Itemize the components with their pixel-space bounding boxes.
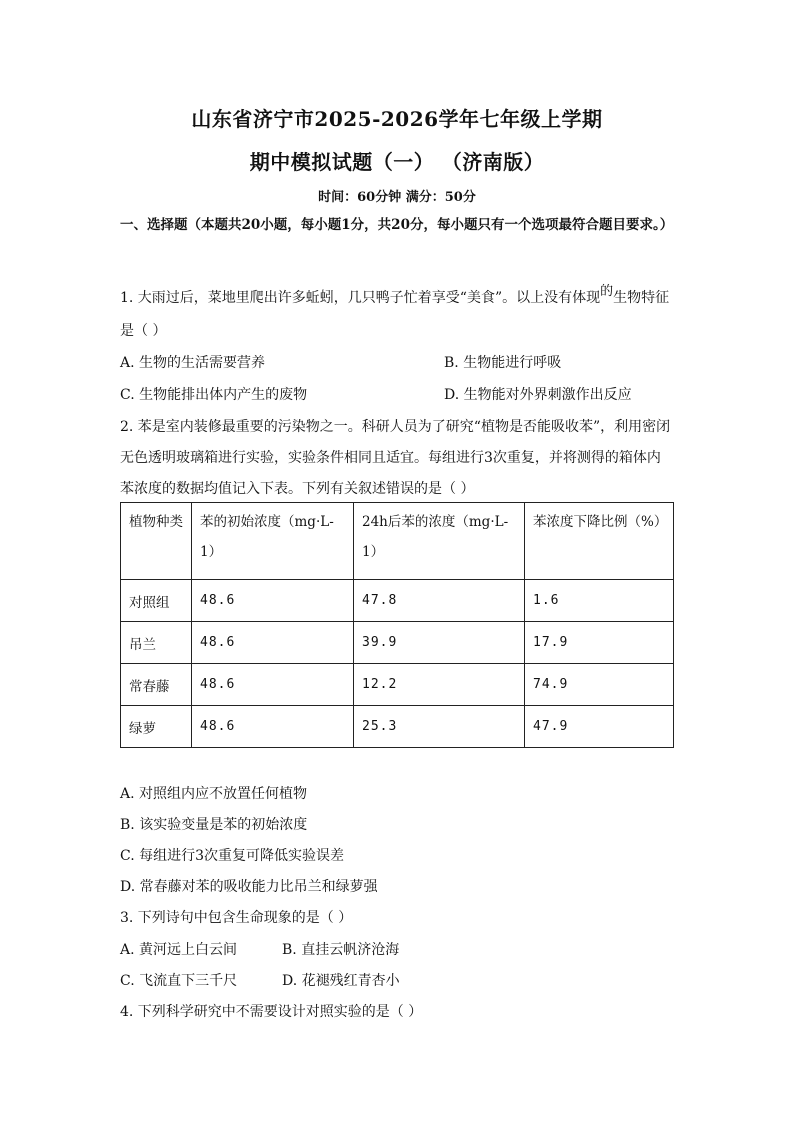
table-cell: 对照组	[121, 580, 192, 622]
q1-stem-text: 1. 大雨过后，菜地里爬出许多蚯蚓，几只鸭子忙着享受“美食”。以上没有体现	[120, 290, 601, 306]
table-header-cell: 24h后苯的浓度（mg·L-1）	[354, 503, 525, 580]
table-cell: 74.9	[525, 664, 674, 706]
table-header-cell: 苯的初始浓度（mg·L-1）	[192, 503, 354, 580]
q1-stem-line2: 是（ ）	[120, 323, 167, 339]
q1-stem-line1	[120, 284, 670, 307]
q2-stem-line1: 2. 苯是室内装修最重要的污染物之一。科研人员为了研究“植物是否能吸收苯”，利用密闭	[120, 419, 671, 435]
table-cell: 48.6	[192, 706, 354, 748]
table-cell: 48.6	[192, 664, 354, 706]
q3-option-d: D. 花褪残红青杏小	[282, 973, 400, 989]
table-cell: 25.3	[354, 706, 525, 748]
table-cell: 47.8	[354, 580, 525, 622]
benzene-data-table	[120, 502, 674, 748]
table-row	[121, 706, 674, 748]
q1-option-a: A. 生物的生活需要营养	[120, 355, 266, 371]
q3-option-b: B. 直挂云帆济沧海	[282, 942, 400, 958]
table-cell: 39.9	[354, 622, 525, 664]
q2-option-d: D. 常春藤对苯的吸收能力比吊兰和绿萝强	[120, 879, 378, 895]
table-row	[121, 580, 674, 622]
table-cell: 1.6	[525, 580, 674, 622]
q2-option-a: A. 对照组内应不放置任何植物	[120, 786, 308, 802]
exam-title: 山东省济宁市2025-2026学年七年级上学期	[191, 107, 603, 131]
table-header-cell: 苯浓度下降比例（%）	[525, 503, 674, 580]
q4-stem: 4. 下列科学研究中不需要设计对照实验的是（ ）	[120, 1004, 423, 1020]
q3-option-a: A. 黄河远上白云间	[120, 942, 238, 958]
q3-stem: 3. 下列诗句中包含生命现象的是（ ）	[120, 910, 353, 926]
exam-meta: 时间：60分钟 满分：50分	[318, 190, 476, 205]
q1-option-b: B. 生物能进行呼吸	[444, 355, 562, 371]
table-cell: 48.6	[192, 622, 354, 664]
q1-option-c: C. 生物能排出体内产生的废物	[120, 387, 308, 403]
table-cell: 17.9	[525, 622, 674, 664]
q2-stem-line3: 苯浓度的数据均值记入下表。下列有关叙述错误的是（ ）	[120, 481, 475, 497]
q1-stem-end: 生物特征	[613, 290, 670, 306]
q2-option-c: C. 每组进行3次重复可降低实验误差	[120, 848, 345, 864]
q1-option-d: D. 生物能对外界刺激作出反应	[444, 387, 632, 403]
q2-stem-line2: 无色透明玻璃箱进行实验，实验条件相同且适宜。每组进行3次重复，并将测得的箱体内	[120, 450, 661, 466]
table-cell: 吊兰	[121, 622, 192, 664]
q2-option-b: B. 该实验变量是苯的初始浓度	[120, 817, 308, 833]
section-heading: 一、选择题（本题共20小题，每小题1分，共20分，每小题只有一个选项最符合题目要求。）	[120, 217, 674, 233]
q1-stem-sup: 的	[600, 284, 614, 299]
table-row	[121, 622, 674, 664]
table-cell: 47.9	[525, 706, 674, 748]
q3-option-c: C. 飞流直下三千尺	[120, 973, 238, 989]
table-cell: 48.6	[192, 580, 354, 622]
table-header-row	[121, 503, 674, 580]
table-row	[121, 664, 674, 706]
table-cell: 常春藤	[121, 664, 192, 706]
table-cell: 12.2	[354, 664, 525, 706]
table-cell: 绿萝	[121, 706, 192, 748]
exam-subtitle: 期中模拟试题（一） （济南版）	[249, 150, 545, 174]
table-header-cell: 植物种类	[121, 503, 192, 580]
